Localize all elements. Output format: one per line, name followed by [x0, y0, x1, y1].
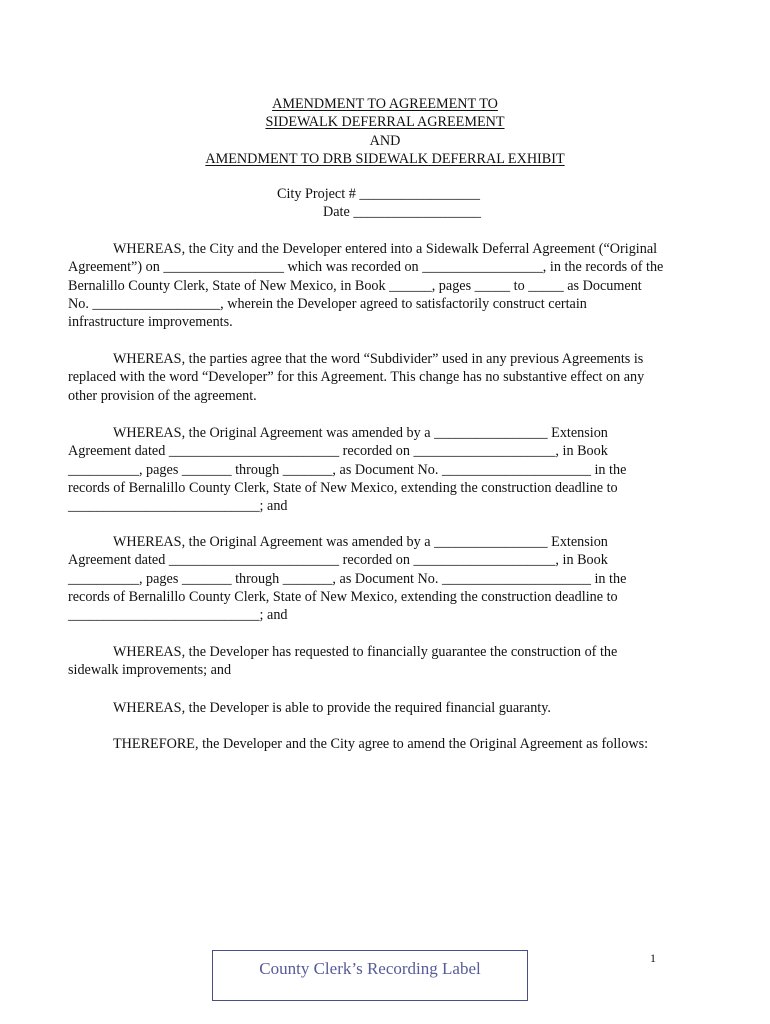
paragraph-line: THEREFORE, the Developer and the City agree to amend the Original Agreement as follows:: [113, 736, 649, 752]
county-clerk-recording-label-box: [212, 950, 528, 1001]
paragraph-line: Agreement dated ________________________ recorded on ____________________, in Book: [68, 443, 608, 460]
paragraph-line: ___________________________; and: [68, 498, 288, 515]
paragraph-line: WHEREAS, the Developer is able to provide the required financial guaranty.: [113, 700, 551, 716]
paragraph-line: infrastructure improvements.: [68, 314, 233, 331]
paragraph-line: Agreement dated ________________________ recorded on ____________________, in Book: [68, 552, 608, 569]
paragraph-line: __________, pages _______ through _______, as Document No. _____________________ in the: [68, 570, 627, 587]
paragraph-line: sidewalk improvements; and: [68, 662, 232, 679]
paragraph-line: other provision of the agreement.: [68, 387, 257, 404]
paragraph-line: records of Bernalillo County Clerk, State of New Mexico, extending the construction deadline to: [68, 479, 618, 496]
city-project-field: City Project # _________________: [277, 186, 480, 202]
paragraph-line: records of Bernalillo County Clerk, State of New Mexico, extending the construction deadline to: [68, 588, 618, 605]
title-line-3: AND: [369, 132, 401, 149]
paragraph-line: WHEREAS, the parties agree that the word “Subdivider” used in any previous Agreements is: [113, 351, 644, 367]
recording-label-text: County Clerk’s Recording Label: [259, 959, 481, 978]
paragraph-line: WHEREAS, the Original Agreement was amended by a ________________ Extension: [113, 425, 608, 441]
project-meta: [277, 185, 577, 222]
paragraph-line: Bernalillo County Clerk, State of New Mexico, in Book ______, pages _____ to _____ as Document: [68, 277, 642, 294]
paragraph-line: replaced with the word “Developer” for this Agreement. This change has no substantive effect on any: [68, 369, 645, 386]
paragraph-extension-2: [68, 533, 708, 624]
paragraph-line: ___________________________; and: [68, 607, 288, 624]
paragraph-line: Agreement”) on _________________ which was recorded on _________________, in the records of the: [68, 259, 664, 276]
title-line-1: AMENDMENT TO AGREEMENT TO: [272, 96, 498, 112]
paragraph-financial-guaranty: [68, 699, 708, 717]
paragraph-line: No. __________________, wherein the Developer agreed to satisfactorily construct certain: [68, 295, 587, 312]
paragraph-financial-guarantee-request: [68, 643, 708, 680]
paragraph-extension-1: [68, 424, 708, 515]
paragraph-original-agreement: [68, 240, 708, 331]
paragraph-line: __________, pages _______ through _______, as Document No. _____________________ in the: [68, 461, 627, 478]
date-field: Date __________________: [323, 204, 482, 221]
paragraph-line: WHEREAS, the Original Agreement was amended by a ________________ Extension: [113, 534, 608, 550]
paragraph-subdivider: [68, 350, 708, 405]
paragraph-line: WHEREAS, the City and the Developer entered into a Sidewalk Deferral Agreement (“Original: [113, 241, 658, 257]
title-line-2: SIDEWALK DEFERRAL AGREEMENT: [265, 114, 505, 131]
page-number: 1: [650, 951, 656, 965]
paragraph-therefore: [68, 735, 708, 753]
paragraph-line: WHEREAS, the Developer has requested to financially guarantee the construction of the: [113, 644, 618, 660]
title-line-4: AMENDMENT TO DRB SIDEWALK DEFERRAL EXHIBIT: [205, 150, 565, 167]
document-title: [0, 95, 770, 168]
